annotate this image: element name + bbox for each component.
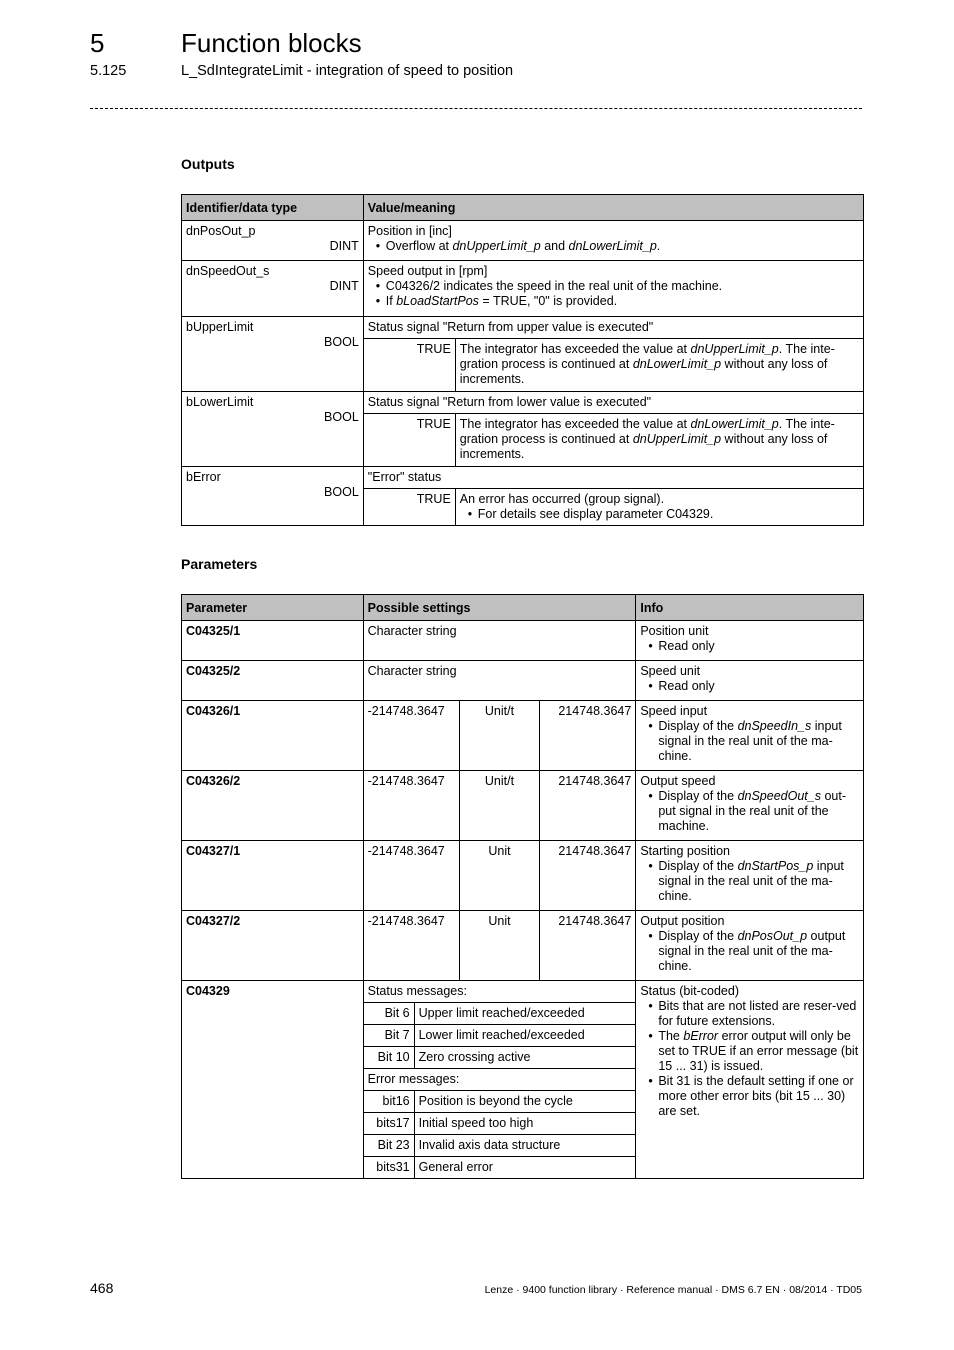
identifier: dnSpeedOut_s	[186, 264, 270, 278]
bit-number: Bit 6	[364, 1003, 415, 1025]
data-type: BOOL	[324, 410, 359, 424]
bullet: • Read only	[640, 639, 859, 654]
table-row	[182, 981, 864, 1179]
table-row	[182, 467, 864, 526]
max-value: 214748.3647	[540, 701, 636, 771]
list-item	[364, 1003, 636, 1025]
bit-meaning: Position is beyond the cycle	[414, 1091, 635, 1113]
identifier-cell	[182, 317, 364, 392]
bit-number: bit16	[364, 1091, 415, 1113]
bool-value: TRUE	[364, 339, 456, 392]
col-parameter: Parameter	[182, 595, 364, 621]
meaning-cell	[363, 317, 863, 392]
bullet: • For details see display parameter C04329.	[460, 507, 859, 522]
max-value: 214748.3647	[540, 841, 636, 911]
list-item	[364, 1157, 636, 1179]
bit-number: Bit 23	[364, 1135, 415, 1157]
table-row	[182, 621, 864, 661]
table-row	[182, 317, 864, 392]
description: Speed output in [rpm]	[367, 264, 488, 278]
data-type: DINT	[329, 279, 359, 293]
table-row	[182, 771, 864, 841]
bullet: • Display of the dnSpeedOut_s out-put signal in the real unit of the machine.	[640, 789, 859, 834]
parameter-code: C04327/2	[182, 911, 364, 981]
info-cell	[636, 701, 864, 771]
parameter-code: C04327/1	[182, 841, 364, 911]
section-number: 5.125	[90, 63, 127, 79]
chapter-title: Function blocks	[181, 28, 362, 58]
bullet: • Overflow at dnUpperLimit_p and dnLowerLimit_p.	[368, 239, 859, 254]
description: Status signal "Return from lower value is executed"	[367, 395, 652, 409]
data-type: BOOL	[324, 485, 359, 499]
identifier-cell	[182, 221, 364, 261]
bullet: • If bLoadStartPos = TRUE, "0" is provided.	[368, 294, 859, 309]
min-value: -214748.3647	[363, 771, 459, 841]
min-value: -214748.3647	[363, 911, 459, 981]
setting: Character string	[363, 661, 636, 701]
parameter-code: C04325/2	[182, 661, 364, 701]
table-row	[182, 261, 864, 317]
meaning-cell	[363, 261, 863, 317]
status-bits-table	[364, 1002, 636, 1178]
table-row	[182, 221, 864, 261]
value-meaning	[455, 489, 863, 526]
bit-number: bits17	[364, 1113, 415, 1135]
bit-meaning: Zero crossing active	[414, 1047, 635, 1069]
info-cell	[636, 981, 864, 1179]
info-title: Speed input	[640, 704, 708, 718]
list-item	[364, 1025, 636, 1047]
bullet: • Display of the dnPosOut_p output signal in the real unit of the ma-chine.	[640, 929, 859, 974]
parameter-code: C04326/1	[182, 701, 364, 771]
unit: Unit	[459, 841, 540, 911]
list-item	[364, 1069, 636, 1091]
identifier: bUpperLimit	[186, 320, 254, 334]
min-value: -214748.3647	[363, 701, 459, 771]
bit-meaning: General error	[414, 1157, 635, 1179]
bullet: • Read only	[640, 679, 859, 694]
data-type: BOOL	[324, 335, 359, 349]
table-row	[182, 701, 864, 771]
unit: Unit/t	[459, 771, 540, 841]
list-item	[364, 1135, 636, 1157]
bullet: • Display of the dnSpeedIn_s input signal in the real unit of the ma-chine.	[640, 719, 859, 764]
outputs-header-row	[182, 195, 864, 221]
bullet: • The bError error output will only be set to TRUE if an error message (bit 15 ... 31) is issued.	[640, 1029, 859, 1074]
col-value: Value/meaning	[363, 195, 863, 221]
bool-value: TRUE	[364, 489, 456, 526]
value-subtable	[364, 338, 863, 391]
list-item	[364, 1091, 636, 1113]
value-subtable	[364, 488, 863, 525]
identifier: bError	[186, 470, 221, 484]
meaning-cell	[363, 221, 863, 261]
info-cell	[636, 621, 864, 661]
outputs-table	[181, 194, 864, 526]
meaning-cell	[363, 392, 863, 467]
parameter-code: C04329	[182, 981, 364, 1179]
value-meaning: The integrator has exceeded the value at dnLowerLimit_p. The inte-gration process is continued at dnUpperLimit_p without any loss of increments.	[455, 414, 863, 467]
identifier-cell	[182, 392, 364, 467]
list-item	[364, 1113, 636, 1135]
data-type: DINT	[329, 239, 359, 253]
list-item	[364, 1047, 636, 1069]
identifier: dnPosOut_p	[186, 224, 256, 238]
bit-meaning: Lower limit reached/exceeded	[414, 1025, 635, 1047]
table-row	[182, 911, 864, 981]
status-messages-label: Status messages:	[367, 984, 467, 998]
info-cell	[636, 911, 864, 981]
setting: Character string	[363, 621, 636, 661]
bit-list-cell	[363, 981, 636, 1179]
info-title: Position unit	[640, 624, 709, 638]
table-row	[182, 841, 864, 911]
min-value: -214748.3647	[363, 841, 459, 911]
col-info: Info	[636, 595, 864, 621]
bullet: • Bits that are not listed are reser-ved for future extensions.	[640, 999, 859, 1029]
max-value: 214748.3647	[540, 771, 636, 841]
footer-text: Lenze · 9400 function library · Reference manual · DMS 6.7 EN · 08/2014 · TD05	[484, 1284, 862, 1296]
info-cell	[636, 661, 864, 701]
bit-meaning: Initial speed too high	[414, 1113, 635, 1135]
unit: Unit/t	[459, 701, 540, 771]
parameters-heading: Parameters	[181, 556, 258, 572]
description: Position in [inc]	[367, 224, 452, 238]
identifier-cell	[182, 261, 364, 317]
header-divider	[90, 108, 862, 109]
section-title: L_SdIntegrateLimit - integration of speed to position	[181, 63, 514, 79]
bit-meaning: Invalid axis data structure	[414, 1135, 635, 1157]
max-value: 214748.3647	[540, 911, 636, 981]
bullet: • Display of the dnStartPos_p input signal in the real unit of the ma-chine.	[640, 859, 859, 904]
description: Status signal "Return from upper value is executed"	[367, 320, 654, 334]
info-title: Starting position	[640, 844, 730, 858]
outputs-heading: Outputs	[181, 156, 235, 172]
bool-value: TRUE	[364, 414, 456, 467]
value-subtable	[364, 413, 863, 466]
bit-meaning: Upper limit reached/exceeded	[414, 1003, 635, 1025]
info-title: Output speed	[640, 774, 716, 788]
parameters-header-row	[182, 595, 864, 621]
description: "Error" status	[367, 470, 442, 484]
info-title: Speed unit	[640, 664, 701, 678]
unit: Unit	[459, 911, 540, 981]
identifier: bLowerLimit	[186, 395, 254, 409]
bit-number: Bit 10	[364, 1047, 415, 1069]
info-cell	[636, 841, 864, 911]
value-meaning: The integrator has exceeded the value at dnUpperLimit_p. The inte-gration process is continued at dnLowerLimit_p without any loss of increments.	[455, 339, 863, 392]
info-title: Status (bit-coded)	[640, 984, 740, 998]
bullet: • C04326/2 indicates the speed in the real unit of the machine.	[368, 279, 859, 294]
page-number: 468	[90, 1280, 114, 1296]
col-settings: Possible settings	[363, 595, 636, 621]
error-messages-label: Error messages:	[364, 1069, 636, 1091]
chapter-number: 5	[90, 28, 105, 58]
table-row	[182, 392, 864, 467]
info-title: Output position	[640, 914, 725, 928]
parameter-code: C04326/2	[182, 771, 364, 841]
meaning-text: An error has occurred (group signal).	[459, 492, 665, 506]
col-identifier: Identifier/data type	[182, 195, 364, 221]
identifier-cell	[182, 467, 364, 526]
table-row	[182, 661, 864, 701]
bit-number: bits31	[364, 1157, 415, 1179]
meaning-cell	[363, 467, 863, 526]
parameter-code: C04325/1	[182, 621, 364, 661]
bit-number: Bit 7	[364, 1025, 415, 1047]
info-cell	[636, 771, 864, 841]
parameters-table	[181, 594, 864, 1179]
bullet: • Bit 31 is the default setting if one or more other error bits (bit 15 ... 30) are set.	[640, 1074, 859, 1119]
